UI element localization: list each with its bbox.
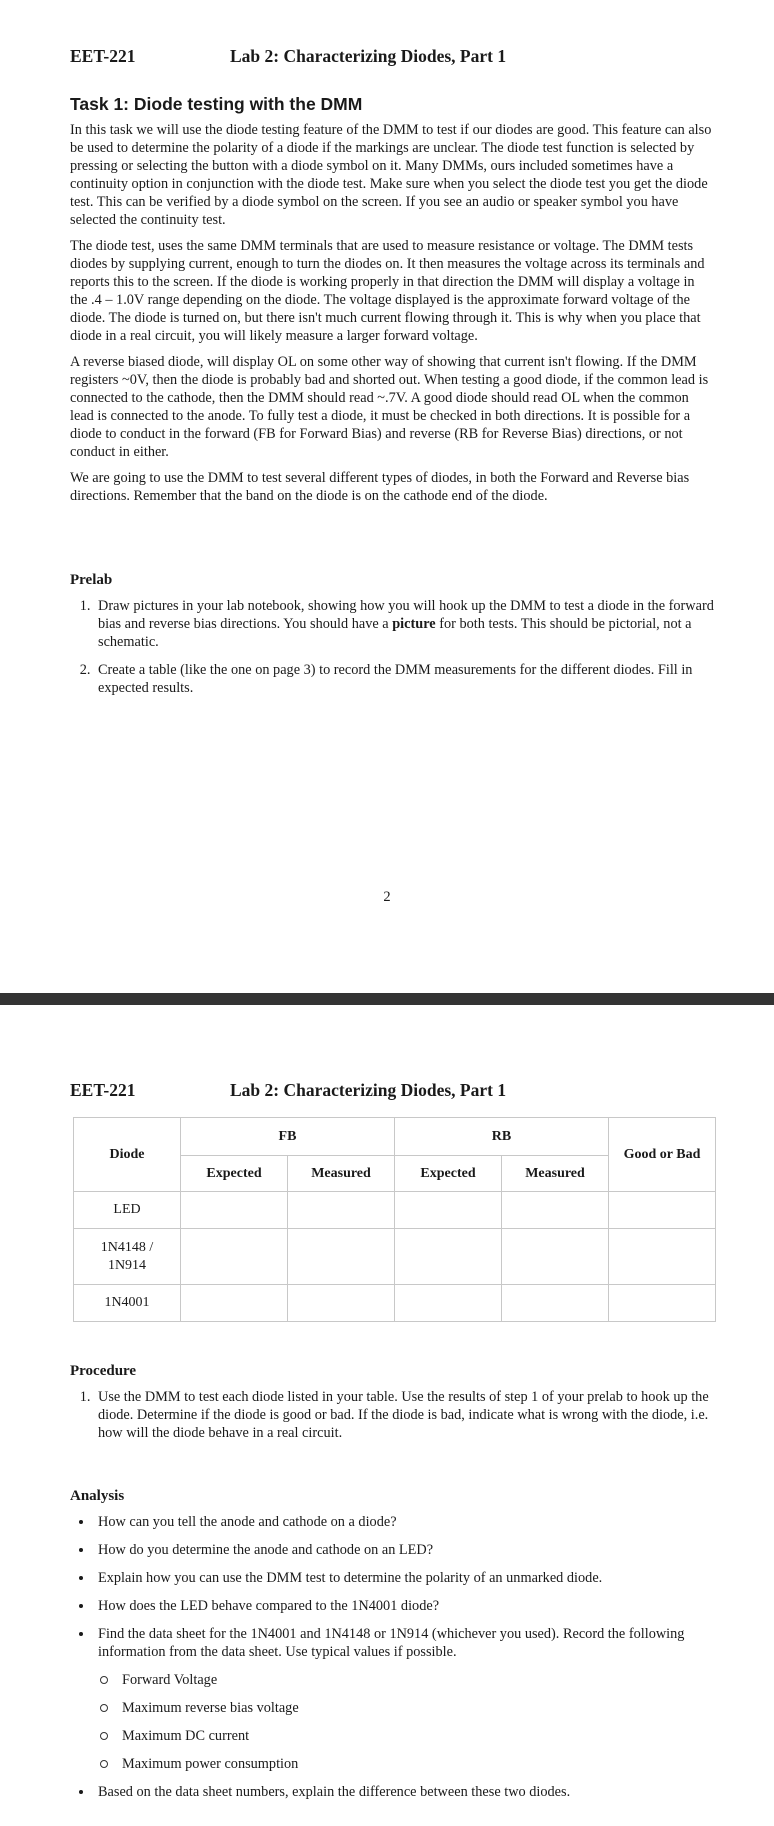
fb-expected-header: Expected xyxy=(181,1156,288,1192)
prelab-section xyxy=(70,572,715,707)
list-item: • Find the data sheet for the 1N4001 and 1N4148 or 1N914 (whichever you used). Record the following information from the data sheet. Use typical values if possible. Forward Voltage Maximum reverse bias voltage Maximum DC current Maximum power consumption xyxy=(94,1625,715,1773)
diode-name-cell: LED xyxy=(74,1192,181,1229)
good-or-bad-header: Good or Bad xyxy=(609,1118,716,1192)
good-or-bad-cell[interactable] xyxy=(609,1229,716,1285)
list-item: • Based on the data sheet numbers, explain the difference between these two diodes. xyxy=(94,1783,715,1801)
diode-name-cell: 1N4148 / 1N914 xyxy=(74,1229,181,1285)
paragraph: The diode test, uses the same DMM terminals that are used to measure resistance or voltage. The DMM tests diodes by supplying current, enough to turn the diodes on. It then measures the voltage across its terminals and reports this to the screen. If the diode is working properly in that direction the DMM will display a voltage in the .4 – 1.0V range depending on the diode. The voltage displayed is the approximate forward voltage of the diode. The diode is turned on, but there isn't much current flowing through it. This is why when you place that diode in a real circuit, you will likely measure a larger forward voltage. xyxy=(70,238,705,344)
task-section xyxy=(70,94,715,513)
fb-measured-header: Measured xyxy=(288,1156,395,1192)
analysis-list xyxy=(70,1513,715,1801)
hollow-bullet-icon xyxy=(100,1676,108,1684)
fb-expected-cell[interactable] xyxy=(181,1285,288,1322)
rb-expected-header: Expected xyxy=(395,1156,502,1192)
procedure-heading: Procedure xyxy=(70,1363,137,1379)
paragraph: A reverse biased diode, will display OL on some other way of showing that current isn't flowing. If the DMM registers ~0V, then the diode is probably bad and shorted out. When testing a good diode, if the common lead is connected to the cathode, then the DMM should read ~.7V. A good diode should read OL when the common lead is connected to the anode. To fully test a diode, it must be checked in both directions. It is possible for a diode to conduct in the forward (FB for Forward Bias) and reverse (RB for Reverse Bias) directions, or not conduct in either. xyxy=(70,354,709,460)
hollow-bullet-icon xyxy=(100,1760,108,1768)
rb-expected-cell[interactable] xyxy=(395,1229,502,1285)
sub-list-item: Maximum reverse bias voltage xyxy=(98,1699,715,1717)
procedure-section xyxy=(70,1363,715,1452)
sub-list-item: Maximum power consumption xyxy=(98,1755,715,1773)
hollow-bullet-icon xyxy=(100,1732,108,1740)
lab-title: Lab 2: Characterizing Diodes, Part 1 xyxy=(230,1080,507,1100)
rb-expected-cell[interactable] xyxy=(395,1285,502,1322)
emphasis: picture xyxy=(392,616,436,632)
table-row xyxy=(74,1285,716,1322)
rb-measured-cell[interactable] xyxy=(502,1192,609,1229)
list-item: 1. Draw pictures in your lab notebook, showing how you will hook up the DMM to test a diode in the forward bias and reverse bias directions. You should have a picture for both tests. This should be pictorial, not a schematic. xyxy=(94,597,715,651)
diode-name-cell: 1N4001 xyxy=(74,1285,181,1322)
fb-measured-cell[interactable] xyxy=(288,1229,395,1285)
fb-measured-cell[interactable] xyxy=(288,1192,395,1229)
sub-list-item: Maximum DC current xyxy=(98,1727,715,1745)
task-heading: Task 1: Diode testing with the DMM xyxy=(70,94,363,114)
lab-title: Lab 2: Characterizing Diodes, Part 1 xyxy=(230,46,507,66)
course-code: EET-221 xyxy=(70,46,136,66)
procedure-list xyxy=(70,1388,715,1442)
fb-expected-cell[interactable] xyxy=(181,1229,288,1285)
list-item: • How can you tell the anode and cathode on a diode? xyxy=(94,1513,715,1531)
list-item: • How do you determine the anode and cathode on an LED? xyxy=(94,1541,715,1559)
good-or-bad-cell[interactable] xyxy=(609,1285,716,1322)
rb-expected-cell[interactable] xyxy=(395,1192,502,1229)
rb-measured-cell[interactable] xyxy=(502,1229,609,1285)
list-item: • Explain how you can use the DMM test to determine the polarity of an unmarked diode. xyxy=(94,1569,715,1587)
table-row xyxy=(74,1229,716,1285)
prelab-list xyxy=(70,597,715,697)
paragraph: In this task we will use the diode testing feature of the DMM to test if our diodes are good. This feature can also be used to determine the polarity of a diode if the markings are unclear. The diode test function is selected by pressing or selecting the button with a diode symbol on it. Many DMMs, ours included sometimes have a continuity option in conjunction with the diode test. Make sure when you select the diode test you get the diode test. This can be verified by a diode symbol on the screen. If you see an audio or speaker symbol you have selected the continuity test. xyxy=(70,122,712,228)
sub-list-item: Forward Voltage xyxy=(98,1671,715,1689)
document-page-2 xyxy=(0,1005,774,1826)
hollow-bullet-icon xyxy=(100,1704,108,1712)
page-number: 2 xyxy=(383,889,391,905)
datasheet-sublist xyxy=(98,1671,715,1773)
fb-header: FB xyxy=(181,1118,395,1156)
analysis-heading: Analysis xyxy=(70,1488,125,1504)
paragraph: We are going to use the DMM to test several different types of diodes, in both the Forward and Reverse bias directions. Remember that the band on the diode is on the cathode end of the diode. xyxy=(70,470,690,504)
rb-measured-header: Measured xyxy=(502,1156,609,1192)
diode-header: Diode xyxy=(74,1118,181,1192)
fb-measured-cell[interactable] xyxy=(288,1285,395,1322)
prelab-heading: Prelab xyxy=(70,572,113,588)
course-code: EET-221 xyxy=(70,1080,136,1100)
analysis-section xyxy=(70,1488,715,1811)
table-row xyxy=(74,1192,716,1229)
list-item: 1. Use the DMM to test each diode listed in your table. Use the results of step 1 of your prelab to hook up the diode. Determine if the diode is good or bad. If the diode is bad, indicate what is wrong with the diode, i.e. how will the diode behave in a real circuit. xyxy=(94,1388,715,1442)
fb-expected-cell[interactable] xyxy=(181,1192,288,1229)
rb-header: RB xyxy=(395,1118,609,1156)
good-or-bad-cell[interactable] xyxy=(609,1192,716,1229)
page-divider xyxy=(0,993,774,1005)
rb-measured-cell[interactable] xyxy=(502,1285,609,1322)
results-table xyxy=(73,1117,716,1322)
list-item: • How does the LED behave compared to the 1N4001 diode? xyxy=(94,1597,715,1615)
list-item: 2. Create a table (like the one on page 3) to record the DMM measurements for the different diodes. Fill in expected results. xyxy=(94,661,715,697)
